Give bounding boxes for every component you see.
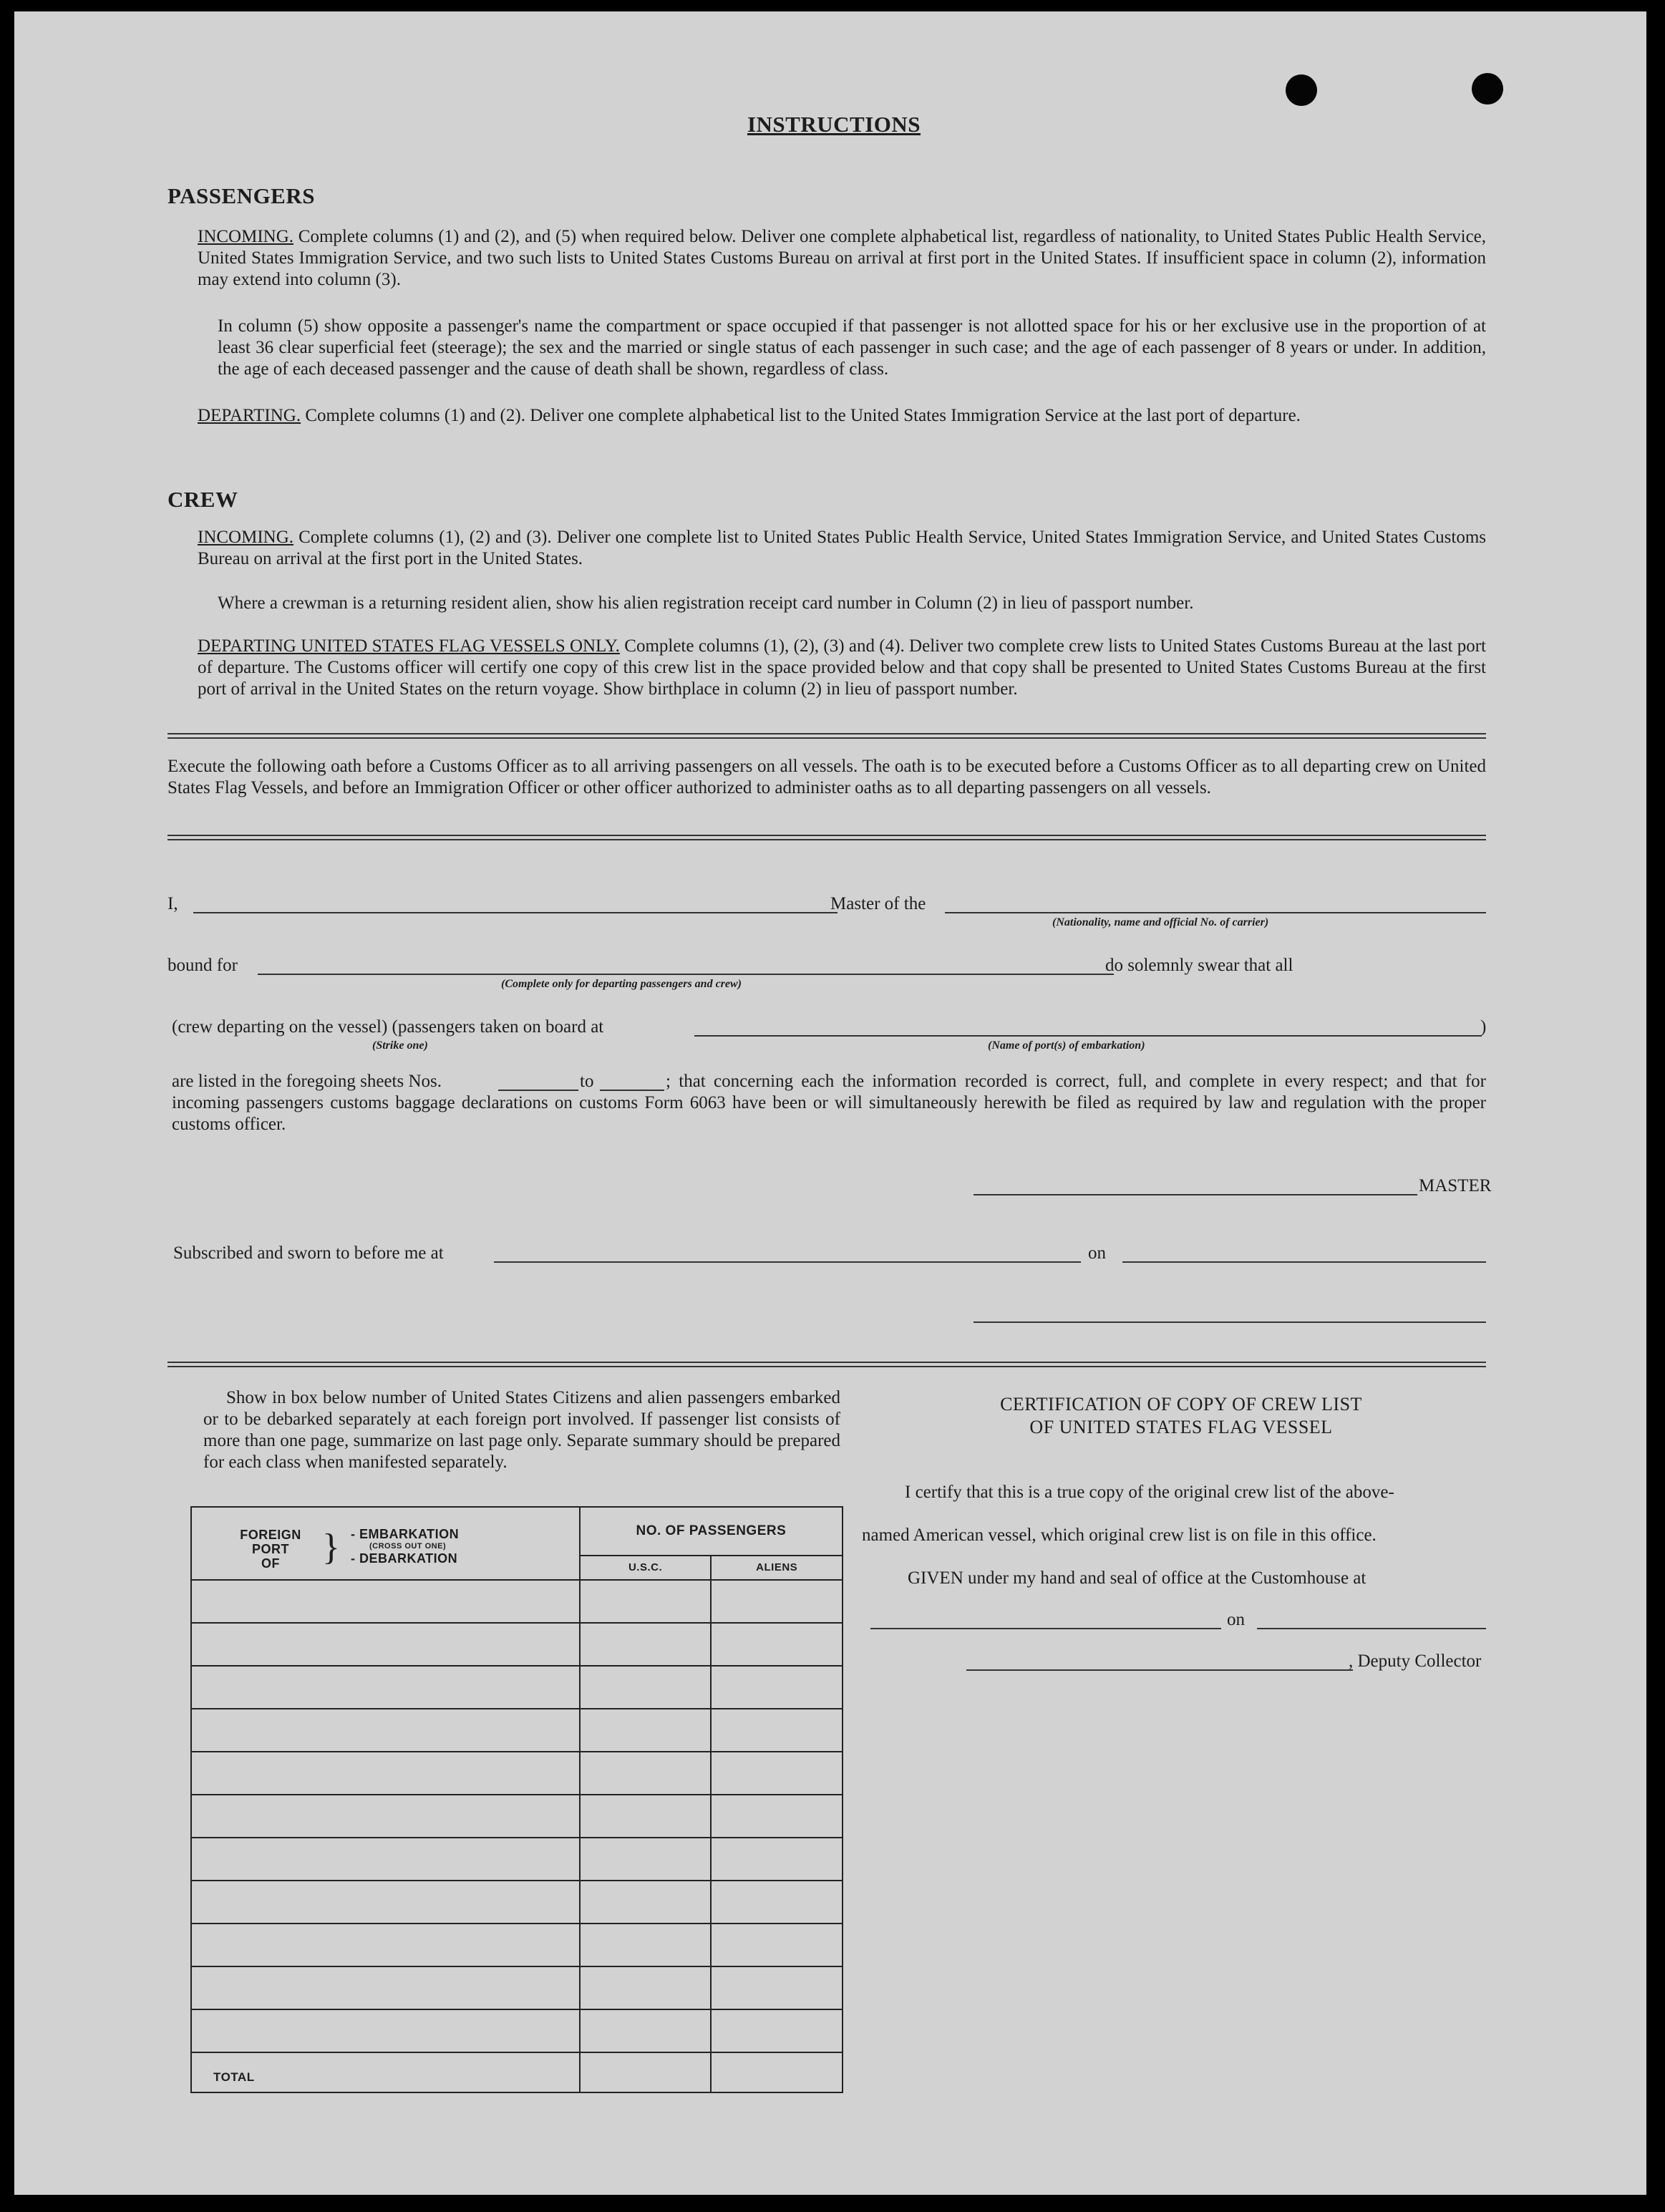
aliens-cell[interactable] — [711, 1795, 843, 1838]
complete-only-caption: (Complete only for departing passengers and crew) — [501, 978, 742, 990]
aliens-cell[interactable] — [711, 1623, 843, 1666]
page-title: INSTRUCTIONS — [747, 112, 921, 137]
passengers-incoming-label: INCOMING. — [198, 227, 294, 246]
brace-icon: } — [322, 1527, 340, 1568]
aliens-cell[interactable] — [711, 1580, 843, 1623]
cert-date-field[interactable] — [1257, 1628, 1486, 1629]
crew-incoming-text: Complete columns (1), (2) and (3). Deliver one complete list to United States Public Health Service, United States Immigration Service, and United States Customs Bureau on arrival at the first port in the United States. — [198, 528, 1487, 568]
oath-intro: Execute the following oath before a Customs Officer as to all arriving passengers on all vessels. The oath is to be executed before a Customs Officer as to all departing crew on United States Flag Vessels, and before an Immigration Officer or other officer authorized to administer oaths as to all departing passengers on all vessels. — [168, 757, 1486, 797]
strike-one-caption: (Strike one) — [372, 1039, 428, 1052]
swear-label: do solemnly swear that all — [1105, 956, 1293, 975]
usc-cell[interactable] — [580, 1795, 712, 1838]
usc-cell[interactable] — [580, 1838, 712, 1881]
usc-header: U.S.C. — [580, 1556, 712, 1580]
passengers-departing-paragraph — [198, 405, 1486, 427]
ports-caption: (Name of port(s) of embarkation) — [988, 1039, 1145, 1052]
sworn-date-field[interactable] — [1122, 1261, 1486, 1263]
aliens-cell[interactable] — [711, 1666, 843, 1709]
crew-departing-text: Complete columns (1), (2), (3) and (4). Deliver two complete crew lists to United States Customs Bureau at the last port of departure. The Customs officer will certify one copy of this crew list in the space provided below and that copy shall be presented to United States Customs Bureau at the first port of arrival in the United States on the return voyage. Show birthplace in column (2) in lieu of passport number. — [198, 636, 1487, 699]
usc-cell[interactable] — [580, 1924, 712, 1966]
listed-prefix: are listed in the foregoing sheets Nos. — [172, 1072, 442, 1091]
usc-cell[interactable] — [580, 1752, 712, 1795]
bound-for-label: bound for — [168, 956, 238, 975]
document-page — [14, 11, 1646, 2195]
port-cell[interactable] — [191, 1838, 580, 1881]
certify-line2: named American vessel, which original crew list is on file in this office. — [862, 1525, 1377, 1545]
passengers-departing-text: Complete columns (1) and (2). Deliver one complete alphabetical list to the United States Immigration Service at the last port of departure. — [305, 406, 1301, 425]
on-label: on — [1088, 1243, 1106, 1263]
close-paren: ) — [1480, 1017, 1487, 1037]
sworn-location-field[interactable] — [494, 1261, 1081, 1263]
passengers-incoming-text: Complete columns (1) and (2), and (5) when required below. Deliver one complete alphabetical list, regardless of nationality, to United States Public Health Service, United States Immigration Service, and two such lists to United States Customs Bureau on arrival at first port in the United States. If insufficient space in column (2), information may extend into column (3). — [198, 227, 1487, 289]
passengers-count-header: NO. OF PASSENGERS — [580, 1507, 843, 1556]
debarkation-label: - DEBARKATION — [351, 1551, 458, 1566]
master-label: MASTER — [1419, 1176, 1492, 1195]
master-name-field[interactable] — [193, 912, 838, 913]
divider — [168, 1362, 1486, 1367]
cross-out-label: (CROSS OUT ONE) — [369, 1542, 447, 1551]
usc-cell[interactable] — [580, 1881, 712, 1924]
port-cell[interactable] — [191, 1709, 580, 1752]
punch-hole — [1472, 73, 1503, 105]
usc-cell[interactable] — [580, 1666, 712, 1709]
certification-title-line1: CERTIFICATION OF COPY OF CREW LIST — [1000, 1394, 1362, 1415]
deputy-signature-field[interactable] — [966, 1669, 1353, 1671]
passenger-summary-table — [190, 1506, 843, 2093]
listed-text: ; that concerning each the information recorded is correct, full, and complete in every respect; and that for incoming passengers customs baggage declarations on customs Form 6063 have been or will simultaneously herewith be filed as required by law and regulation with the proper customs officer. — [172, 1072, 1486, 1134]
aliens-cell[interactable] — [711, 1966, 843, 2009]
crew-departing-label: DEPARTING UNITED STATES FLAG VESSELS ONLY. — [198, 636, 620, 656]
usc-total-cell[interactable] — [580, 2052, 712, 2092]
certify-line1: I certify that this is a true copy of the original crew list of the above- — [905, 1483, 1394, 1502]
usc-cell[interactable] — [580, 1623, 712, 1666]
aliens-total-cell[interactable] — [711, 2052, 843, 2092]
to-label: to — [580, 1072, 594, 1091]
usc-cell[interactable] — [580, 1709, 712, 1752]
master-signature-field[interactable] — [974, 1194, 1417, 1195]
cert-on-label: on — [1227, 1610, 1245, 1629]
crew-heading: CREW — [168, 487, 238, 512]
aliens-cell[interactable] — [711, 1838, 843, 1881]
foreign-port-line3: OF — [261, 1556, 280, 1571]
ports-field[interactable] — [694, 1035, 1482, 1037]
carrier-field[interactable] — [945, 912, 1486, 913]
given-label: GIVEN under my hand and seal of office at the Customhouse at — [908, 1568, 1367, 1588]
port-cell[interactable] — [191, 1580, 580, 1623]
aliens-cell[interactable] — [711, 1881, 843, 1924]
port-cell[interactable] — [191, 1752, 580, 1795]
port-cell[interactable] — [191, 1966, 580, 2009]
port-cell[interactable] — [191, 2009, 580, 2052]
officer-signature-field[interactable] — [974, 1321, 1486, 1323]
aliens-cell[interactable] — [711, 1709, 843, 1752]
punch-hole — [1286, 74, 1317, 106]
aliens-cell[interactable] — [711, 1924, 843, 1966]
usc-cell[interactable] — [580, 1580, 712, 1623]
deputy-collector-label: , Deputy Collector — [1349, 1651, 1482, 1671]
port-cell[interactable] — [191, 1795, 580, 1838]
port-header-cell — [191, 1507, 580, 1580]
crew-incoming-label: INCOMING. — [198, 528, 294, 547]
total-label-cell: TOTAL — [191, 2052, 580, 2092]
certification-title — [859, 1393, 1503, 1439]
foreign-port-line2: PORT — [251, 1542, 289, 1556]
port-cell[interactable] — [191, 1881, 580, 1924]
crew-incoming-paragraph — [198, 527, 1486, 570]
port-cell[interactable] — [191, 1666, 580, 1709]
crew-departing-paragraph — [198, 636, 1486, 700]
aliens-header: ALIENS — [711, 1556, 843, 1580]
passengers-heading: PASSENGERS — [168, 183, 315, 208]
usc-cell[interactable] — [580, 1966, 712, 2009]
divider — [168, 733, 1486, 739]
oath-i-label: I, — [168, 894, 178, 913]
nationality-caption: (Nationality, name and official No. of carrier) — [1052, 916, 1269, 928]
passengers-departing-label: DEPARTING. — [198, 406, 301, 425]
port-cell[interactable] — [191, 1623, 580, 1666]
passengers-incoming-paragraph — [198, 226, 1486, 291]
usc-cell[interactable] — [580, 2009, 712, 2052]
destination-field[interactable] — [258, 974, 1114, 975]
port-cell[interactable] — [191, 1924, 580, 1966]
foreign-port-line1: FOREIGN — [240, 1528, 301, 1542]
divider — [168, 835, 1486, 840]
aliens-cell[interactable] — [711, 1752, 843, 1795]
master-of-label: Master of the — [830, 894, 926, 913]
customhouse-field[interactable] — [870, 1628, 1221, 1629]
embarkation-label: - EMBARKATION — [351, 1527, 460, 1541]
crew-departing-label: (crew departing on the vessel) (passengers taken on board at — [172, 1017, 604, 1037]
certification-title-line2: OF UNITED STATES FLAG VESSEL — [1029, 1417, 1333, 1437]
subscribed-label: Subscribed and sworn to before me at — [173, 1243, 444, 1263]
summary-instructions: Show in box below number of United States Citizens and alien passengers embarked or to be debarked separately at each foreign port involved. If passenger list consists of more than one page, summarize on last page only. Separate summary should be prepared for each class when manifested separately. — [203, 1388, 840, 1472]
passengers-column5-paragraph: In column (5) show opposite a passenger's name the compartment or space occupied if that passenger is not allotted space for his or her exclusive use in the proportion of at least 36 clear superficial feet (steerage); the sex and the married or single status of each passenger in such case; and the age of each passenger of 8 years or under. In addition, the age of each deceased passenger and the cause of death shall be shown, regardless of class. — [218, 316, 1486, 379]
aliens-cell[interactable] — [711, 2009, 843, 2052]
crew-resident-alien-text: Where a crewman is a returning resident alien, show his alien registration receipt card number in Column (2) in lieu of passport number. — [218, 593, 1194, 613]
